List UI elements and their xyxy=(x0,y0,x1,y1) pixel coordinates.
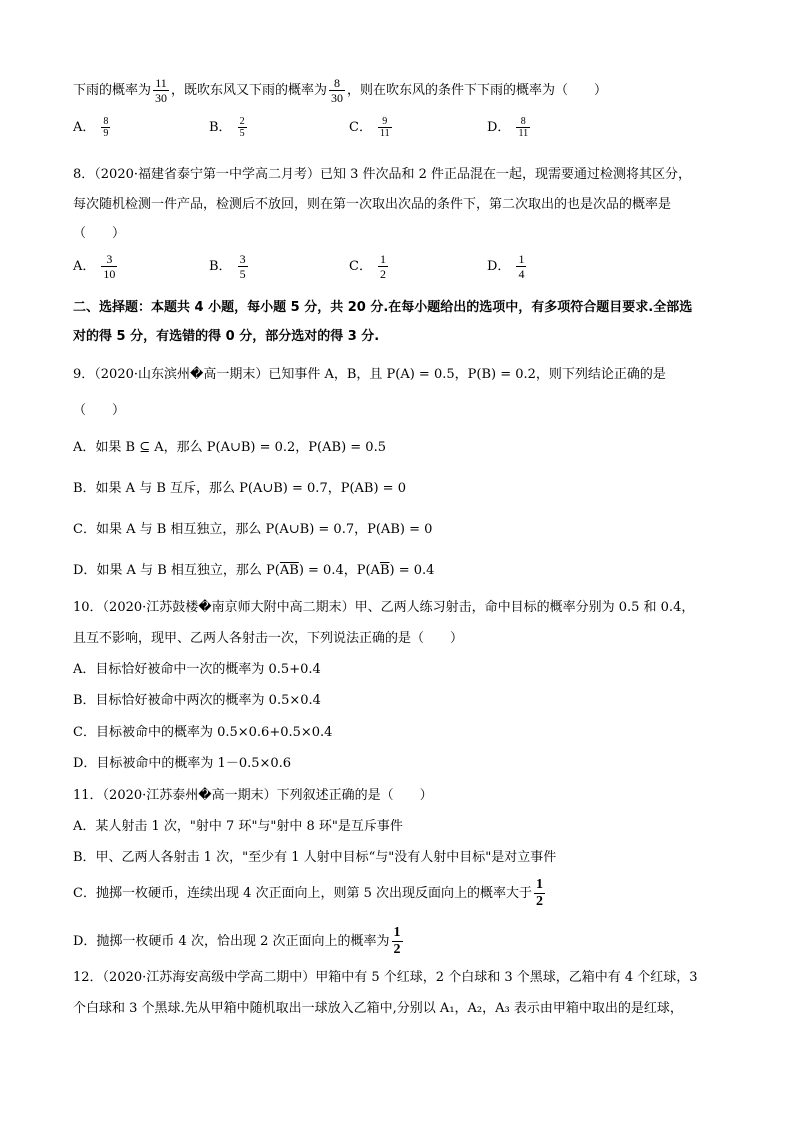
section-2-heading-line-1: 二、选择题：本题共 4 小题，每小题 5 分，共 20 分.在每小题给出的选项中，有多项符合题目要求.全部选 xyxy=(73,300,693,315)
q10-option-c: C．目标被命中的概率为 0.5×0.6+0.5×0.4 xyxy=(73,725,333,740)
q8-line-1: 8．（2020·福建省泰宁第一中学高二月考）已知 3 件次品和 2 件正品混在一起，现需要通过检测将其区分， xyxy=(73,167,692,182)
q7-option-b: B． $\frac{2}{5}$ xyxy=(209,116,245,139)
q12-line-2: 个白球和 3 个黑球.先从甲箱中随机取出一球放入乙箱中,分别以 A₁，A₂，A₃ 表示由甲箱中取出的是红球， xyxy=(73,1001,683,1016)
q9-line-2: （ ） xyxy=(73,403,126,418)
q7-text-2: ，既吹东风又下雨的概率为 xyxy=(171,83,328,98)
q11-option-c: C．抛掷一枚硬币，连续出现 4 次正面向上，则第 5 次出现反面向上的概率大于 $\frac{1}{2}$ xyxy=(73,877,544,909)
q10-line-1: 10．（2020·江苏鼓楼�南京师大附中高二期末）甲、乙两人练习射击，命中目标的概率分别为 0.5 和 0.4， xyxy=(73,600,695,615)
q7-option-d: D． $\frac{8}{11}$ xyxy=(487,116,529,139)
q10-line-2: 且互不影响，现甲、乙两人各射击一次，下列说法正确的是（ ） xyxy=(73,631,464,646)
q8-line-3: （ ） xyxy=(73,226,126,241)
section-2-heading-line-2: 对的得 5 分，有选错的得 0 分，部分选对的得 3 分. xyxy=(73,329,380,344)
q7-stem xyxy=(73,76,607,105)
q9-option-b: B．如果 A 与 B 互斥，那么 P(A∪B) = 0.7，P(AB) = 0 xyxy=(73,481,406,496)
q8-line-2: 每次随机检测一件产品，检测后不放回，则在第一次取出次品的条件下，第二次取出的也是次品的概率是 xyxy=(73,197,672,212)
q12-line-1: 12．（2020·江苏海安高级中学高二期中）甲箱中有 5 个红球，2 个白球和 3 个黑球，乙箱中有 4 个红球，3 xyxy=(73,970,698,985)
q7-option-a: A． $\frac{8}{9}$ xyxy=(73,116,109,139)
q10-option-a: A．目标恰好被命中一次的概率为 0.5+0.4 xyxy=(73,662,321,677)
q9-option-a: A．如果 B ⊆ A，那么 P(A∪B) = 0.2，P(AB) = 0.5 xyxy=(73,440,386,455)
q9-option-d-overline-2: $\overline{B}$ xyxy=(379,563,390,578)
q7-text-1: 下雨的概率为 xyxy=(73,83,152,98)
q10-option-b: B．目标恰好被命中两次的概率为 0.5×0.4 xyxy=(73,693,321,708)
q8-option-c: C． $\frac{1}{2}$ xyxy=(349,252,386,281)
q11-option-d-fraction: $\frac{1}{2}$ xyxy=(393,925,401,957)
q9-option-d-overline-1: $\overline{AB}$ xyxy=(279,563,299,578)
q11-option-c-fraction: $\frac{1}{2}$ xyxy=(536,877,544,909)
q11-option-a: A．某人射击 1 次，"射中 7 环"与"射中 8 环"是互斥事件 xyxy=(73,819,403,834)
q9-line-1: 9．（2020·山东滨州�高一期末）已知事件 A，B，且 P(A) = 0.5，P(B) = 0.2，则下列结论正确的是 xyxy=(73,367,666,382)
q7-fraction-2: $\frac{8}{30}$ xyxy=(331,76,344,105)
q7-fraction-1: $\frac{11}{30}$ xyxy=(155,76,168,105)
q8-option-a: A． $\frac{3}{10}$ xyxy=(73,252,116,281)
q7-option-c: C． $\frac{9}{11}$ xyxy=(349,116,390,139)
q9-option-d: D．如果 A 与 B 相互独立，那么 $P(\overline{AB}) = 0.4$，$P(A\overline{B}) = 0.4$ xyxy=(73,563,435,578)
q11-option-b: B．甲、乙两人各射击 1 次，"至少有 1 人射中目标“与"没有人射中目标"是对立事件 xyxy=(73,850,557,865)
q9-option-c: C．如果 A 与 B 相互独立，那么 P(A∪B) = 0.7，P(AB) = 0 xyxy=(73,522,433,537)
q8-option-d: D． $\frac{1}{4}$ xyxy=(487,252,525,281)
q11-option-d: D．抛掷一枚硬币 4 次，恰出现 2 次正面向上的概率为 $\frac{1}{2}$ xyxy=(73,925,401,957)
q7-text-3: ，则在吹东风的条件下下雨的概率为（ ） xyxy=(347,83,608,98)
q10-option-d: D．目标被命中的概率为 1－0.5×0.6 xyxy=(73,756,292,771)
q11-line-1: 11．（2020·江苏泰州�高一期末）下列叙述正确的是（ ） xyxy=(73,788,433,803)
q8-option-b: B． $\frac{3}{5}$ xyxy=(209,252,246,281)
